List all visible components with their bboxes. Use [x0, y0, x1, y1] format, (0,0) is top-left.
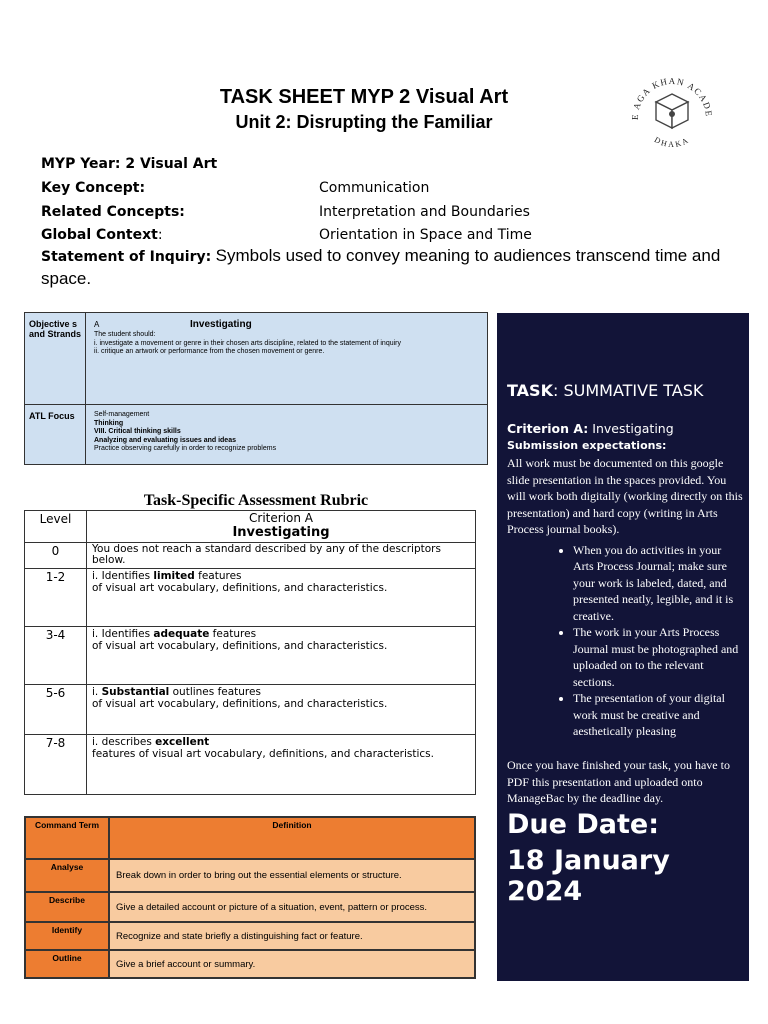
submission-intro: All work must be documented on this google slide presentation in the spaces provided. You will work both digitally (working directly on this presentation) and hard copy (writing in Arts Process journal books). [507, 456, 743, 536]
command-terms-table [24, 816, 476, 979]
logo-text-bottom: DHAKA [652, 135, 692, 150]
definition-header: Definition [109, 817, 475, 859]
atl-item: Thinking [94, 419, 124, 427]
rubric-level: 5-6 [25, 685, 87, 735]
related-concepts-label: Related Concepts: [41, 204, 185, 220]
command-definition: Give a detailed account or picture of a situation, event, pattern or process. [109, 892, 475, 922]
atl-content [86, 405, 488, 465]
bullet-item: • The presentation of your digital work must be creative and aesthetically pleasing [573, 690, 743, 740]
criterion-letter: A [94, 320, 100, 329]
objectives-intro: The student should: [94, 331, 156, 338]
key-concept-value: Communication [319, 180, 430, 196]
rubric-criterion-header: Criterion A Investigating [87, 511, 476, 543]
command-definition: Recognize and state briefly a distinguishing fact or feature. [109, 922, 475, 950]
rubric-level-header: Level [25, 511, 87, 543]
atl-item: Practice observing carefully in order to recognize problems [94, 445, 277, 452]
command-term: Describe [25, 892, 109, 922]
rubric-descriptor: i. Substantial outlines features of visual art vocabulary, definitions, and characteristics. [87, 685, 476, 735]
rubric-level: 3-4 [25, 627, 87, 685]
statement-of-inquiry: Statement of Inquiry: Symbols used to convey meaning to audiences transcend time and space. [41, 246, 721, 288]
command-definition: Break down in order to bring out the essential elements or structure. [109, 859, 475, 892]
command-term: Analyse [25, 859, 109, 892]
rubric-descriptor: i. describes excellent features of visual art vocabulary, definitions, and characteristics. [87, 735, 476, 795]
atl-item: Self-management [94, 411, 150, 418]
logo-text-top: E AGA KHAN ACADE [629, 75, 715, 121]
atl-item: VIII. Critical thinking skills [94, 428, 181, 435]
closing-text: Once you have finished your task, you have to PDF this presentation and uploaded onto ManageBac by the deadline day. [507, 758, 730, 805]
objectives-table [24, 312, 488, 465]
global-context-label: Global Context: [41, 227, 163, 243]
command-definition: Give a brief account or summary. [109, 950, 475, 978]
atl-item: Analyzing and evaluating issues and ideas [94, 436, 236, 444]
submission-body [507, 455, 743, 740]
due-date-label: Due Date: [507, 809, 659, 840]
submission-heading: Submission expectations: [507, 439, 667, 452]
objectives-label: Objective s and Strands [25, 313, 86, 405]
rubric-table [24, 510, 476, 795]
submission-bullets [507, 542, 743, 740]
criterion-name: Investigating [190, 319, 252, 330]
objectives-strand-ii: ii. critique an artwork or performance from the chosen movement or genre. [94, 348, 325, 355]
command-term-header: Command Term [25, 817, 109, 859]
related-concepts-value: Interpretation and Boundaries [319, 204, 530, 220]
page-title: TASK SHEET MYP 2 Visual Art [219, 86, 509, 108]
rubric-level: 7-8 [25, 735, 87, 795]
svg-text:DHAKA [653, 135, 692, 149]
rubric-title: Task-Specific Assessment Rubric [143, 492, 369, 509]
rubric-descriptor: You does not reach a standard described by any of the descriptors below. [87, 543, 476, 569]
academy-logo [624, 66, 720, 162]
command-term: Outline [25, 950, 109, 978]
key-concept-label: Key Concept: [41, 180, 146, 196]
atl-label: ATL Focus [25, 405, 86, 465]
rubric-descriptor: i. Identifies limited features of visual art vocabulary, definitions, and characteristics. [87, 569, 476, 627]
bullet-item: • When you do activities in your Arts Process Journal; make sure your work is labeled, dated, and presented neatly, legible, and it is creative. [573, 542, 743, 625]
due-date-value: 18 January 2024 [507, 845, 670, 907]
rubric-level: 0 [25, 543, 87, 569]
bullet-item: • The work in your Arts Process Journal must be photographed and uploaded on to the relevant sections. [573, 624, 743, 690]
page-subtitle: Unit 2: Disrupting the Familiar [235, 112, 493, 132]
myp-year: MYP Year: 2 Visual Art [41, 156, 218, 172]
global-context-value: Orientation in Space and Time [319, 227, 532, 243]
statement-of-inquiry-text: Symbols used to convey meaning to audiences transcend time and space. [41, 246, 721, 288]
task-panel [497, 313, 749, 981]
command-term: Identify [25, 922, 109, 950]
objectives-content [86, 313, 488, 405]
rubric-descriptor: i. Identifies adequate features of visual art vocabulary, definitions, and characteristics. [87, 627, 476, 685]
task-heading: TASK: SUMMATIVE TASK [507, 381, 704, 400]
rubric-level: 1-2 [25, 569, 87, 627]
objectives-strand-i: i. investigate a movement or genre in their chosen arts discipline, related to the statement of inquiry [94, 339, 401, 347]
criterion-line: Criterion A: Investigating [507, 421, 674, 436]
